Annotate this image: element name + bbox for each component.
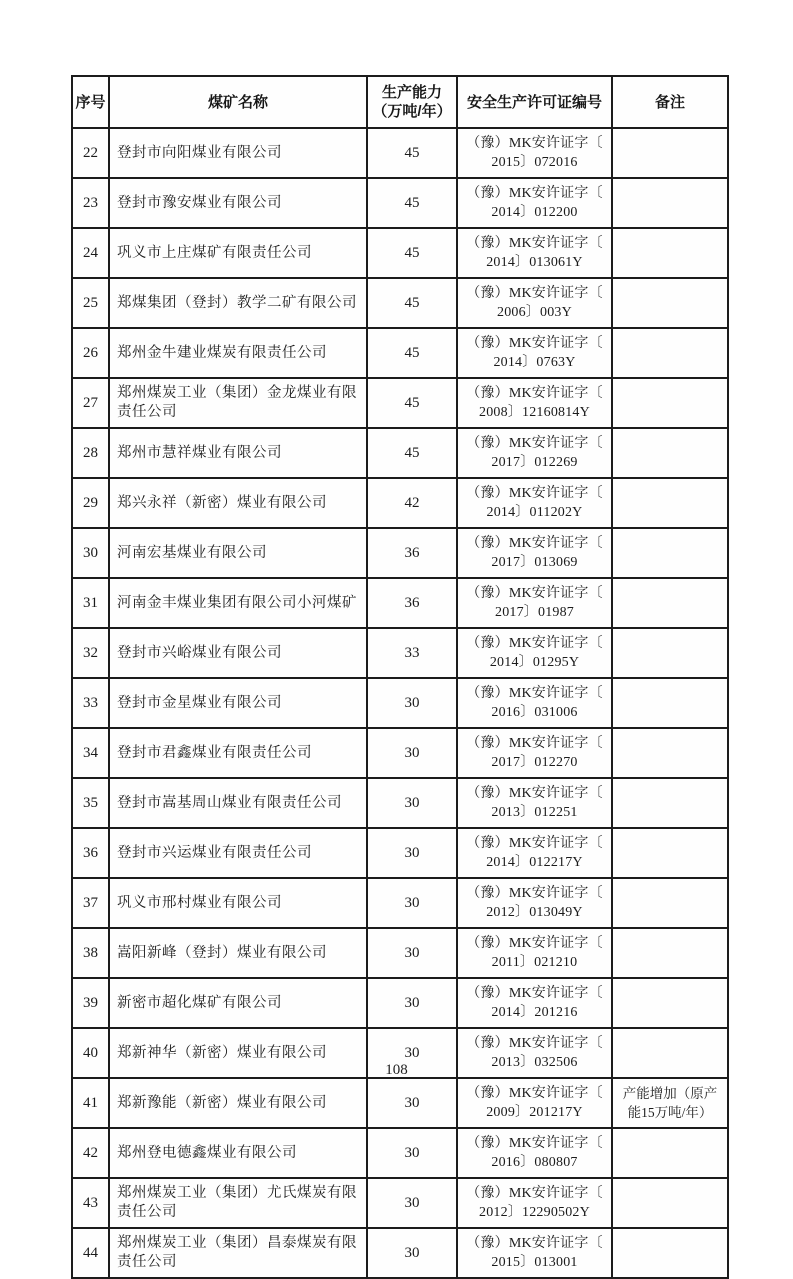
table-row xyxy=(72,228,728,278)
cell-index: 43 xyxy=(72,1178,109,1228)
table-row xyxy=(72,878,728,928)
table-row xyxy=(72,1128,728,1178)
cell-index: 35 xyxy=(72,778,109,828)
cell-mine-name: 郑州煤炭工业（集团）昌泰煤炭有限责任公司 xyxy=(109,1228,367,1278)
cell-capacity: 30 xyxy=(367,1178,457,1228)
cell-index: 38 xyxy=(72,928,109,978)
cell-capacity: 42 xyxy=(367,478,457,528)
cell-license-line2: 2012〕12290502Y xyxy=(479,1205,590,1220)
cell-remark xyxy=(612,678,728,728)
cell-capacity: 30 xyxy=(367,1028,457,1078)
table-row xyxy=(72,478,728,528)
cell-license-line2: 2015〕072016 xyxy=(491,155,578,170)
header-capacity xyxy=(367,76,457,128)
cell-license-line1: （豫）MK安许证字〔 xyxy=(466,436,603,451)
cell-license-line2: 2014〕011202Y xyxy=(486,505,583,520)
cell-license-line2: 2017〕012270 xyxy=(491,755,578,770)
cell-license xyxy=(457,1128,612,1178)
table-row xyxy=(72,328,728,378)
cell-index: 44 xyxy=(72,1228,109,1278)
cell-index: 22 xyxy=(72,128,109,178)
cell-capacity: 30 xyxy=(367,1228,457,1278)
cell-mine-name: 登封市豫安煤业有限公司 xyxy=(109,178,367,228)
cell-mine-name: 郑新神华（新密）煤业有限公司 xyxy=(109,1028,367,1078)
cell-license-line2: 2008〕12160814Y xyxy=(479,405,590,420)
cell-remark xyxy=(612,778,728,828)
cell-license xyxy=(457,1178,612,1228)
cell-mine-name: 郑新豫能（新密）煤业有限公司 xyxy=(109,1078,367,1128)
cell-license-line2: 2017〕01987 xyxy=(495,605,574,620)
cell-license-line1: （豫）MK安许证字〔 xyxy=(466,386,603,401)
cell-index: 33 xyxy=(72,678,109,728)
cell-mine-name: 登封市君鑫煤业有限责任公司 xyxy=(109,728,367,778)
cell-capacity: 45 xyxy=(367,428,457,478)
cell-remark xyxy=(612,728,728,778)
cell-remark xyxy=(612,1128,728,1178)
cell-index: 41 xyxy=(72,1078,109,1128)
cell-license xyxy=(457,428,612,478)
table-row xyxy=(72,778,728,828)
cell-mine-name: 嵩阳新峰（登封）煤业有限公司 xyxy=(109,928,367,978)
cell-mine-name: 巩义市邢村煤业有限公司 xyxy=(109,878,367,928)
table-row xyxy=(72,628,728,678)
cell-license-line1: （豫）MK安许证字〔 xyxy=(466,486,603,501)
cell-license-line2: 2014〕201216 xyxy=(491,1005,578,1020)
table-row xyxy=(72,678,728,728)
cell-index: 26 xyxy=(72,328,109,378)
cell-remark xyxy=(612,1228,728,1278)
cell-capacity: 30 xyxy=(367,1078,457,1128)
cell-remark: 产能增加（原产能15万吨/年） xyxy=(612,1078,728,1128)
cell-license xyxy=(457,578,612,628)
header-remark: 备注 xyxy=(612,76,728,128)
cell-mine-name: 郑州市慧祥煤业有限公司 xyxy=(109,428,367,478)
cell-index: 30 xyxy=(72,528,109,578)
cell-remark xyxy=(612,428,728,478)
cell-index: 42 xyxy=(72,1128,109,1178)
cell-remark xyxy=(612,828,728,878)
cell-capacity: 30 xyxy=(367,1128,457,1178)
cell-license-line1: （豫）MK安许证字〔 xyxy=(466,236,603,251)
cell-license-line1: （豫）MK安许证字〔 xyxy=(466,586,603,601)
cell-remark xyxy=(612,228,728,278)
cell-capacity: 36 xyxy=(367,578,457,628)
table-row xyxy=(72,978,728,1028)
cell-capacity: 45 xyxy=(367,378,457,428)
cell-index: 23 xyxy=(72,178,109,228)
cell-index: 36 xyxy=(72,828,109,878)
cell-mine-name: 郑兴永祥（新密）煤业有限公司 xyxy=(109,478,367,528)
cell-license-line1: （豫）MK安许证字〔 xyxy=(466,286,603,301)
cell-capacity: 30 xyxy=(367,728,457,778)
cell-index: 28 xyxy=(72,428,109,478)
cell-mine-name: 登封市兴峪煤业有限公司 xyxy=(109,628,367,678)
cell-capacity: 30 xyxy=(367,778,457,828)
table-row xyxy=(72,1228,728,1278)
header-index: 序号 xyxy=(72,76,109,128)
cell-mine-name: 郑州煤炭工业（集团）尤氏煤炭有限责任公司 xyxy=(109,1178,367,1228)
cell-license xyxy=(457,828,612,878)
cell-index: 37 xyxy=(72,878,109,928)
cell-license-line1: （豫）MK安许证字〔 xyxy=(466,1236,603,1251)
cell-license-line1: （豫）MK安许证字〔 xyxy=(466,186,603,201)
cell-license xyxy=(457,328,612,378)
cell-index: 31 xyxy=(72,578,109,628)
cell-mine-name: 郑州煤炭工业（集团）金龙煤业有限责任公司 xyxy=(109,378,367,428)
cell-remark xyxy=(612,128,728,178)
table-row xyxy=(72,728,728,778)
cell-remark xyxy=(612,878,728,928)
cell-capacity: 30 xyxy=(367,978,457,1028)
cell-mine-name: 登封市向阳煤业有限公司 xyxy=(109,128,367,178)
table-row xyxy=(72,1078,728,1128)
cell-remark xyxy=(612,528,728,578)
table-row xyxy=(72,428,728,478)
cell-index: 34 xyxy=(72,728,109,778)
cell-license-line2: 2013〕012251 xyxy=(491,805,578,820)
cell-license-line1: （豫）MK安许证字〔 xyxy=(466,786,603,801)
cell-license xyxy=(457,478,612,528)
cell-license-line1: （豫）MK安许证字〔 xyxy=(466,536,603,551)
cell-mine-name: 河南宏基煤业有限公司 xyxy=(109,528,367,578)
cell-capacity: 45 xyxy=(367,178,457,228)
cell-mine-name: 郑煤集团（登封）教学二矿有限公司 xyxy=(109,278,367,328)
table-row xyxy=(72,528,728,578)
cell-mine-name: 河南金丰煤业集团有限公司小河煤矿 xyxy=(109,578,367,628)
table-row xyxy=(72,578,728,628)
cell-license-line1: （豫）MK安许证字〔 xyxy=(466,986,603,1001)
cell-capacity: 45 xyxy=(367,128,457,178)
cell-license-line2: 2016〕031006 xyxy=(491,705,578,720)
cell-license xyxy=(457,378,612,428)
cell-license xyxy=(457,128,612,178)
cell-remark xyxy=(612,278,728,328)
cell-license-line2: 2014〕012200 xyxy=(491,205,578,220)
table-row xyxy=(72,178,728,228)
cell-remark xyxy=(612,1178,728,1228)
cell-license-line1: （豫）MK安许证字〔 xyxy=(466,1086,603,1101)
cell-remark xyxy=(612,378,728,428)
cell-license xyxy=(457,628,612,678)
cell-license xyxy=(457,728,612,778)
cell-license xyxy=(457,178,612,228)
header-mine-name: 煤矿名称 xyxy=(109,76,367,128)
header-license: 安全生产许可证编号 xyxy=(457,76,612,128)
cell-license-line1: （豫）MK安许证字〔 xyxy=(466,636,603,651)
cell-license-line2: 2013〕032506 xyxy=(491,1055,578,1070)
cell-license-line2: 2012〕013049Y xyxy=(486,905,583,920)
cell-license-line2: 2014〕012217Y xyxy=(486,855,583,870)
cell-license xyxy=(457,528,612,578)
cell-index: 29 xyxy=(72,478,109,528)
cell-mine-name: 登封市嵩基周山煤业有限责任公司 xyxy=(109,778,367,828)
cell-remark xyxy=(612,628,728,678)
header-capacity-line2: （万吨/年） xyxy=(372,103,452,120)
cell-license-line2: 2014〕0763Y xyxy=(493,355,576,370)
cell-capacity: 45 xyxy=(367,278,457,328)
cell-license-line2: 2017〕013069 xyxy=(491,555,578,570)
cell-capacity: 30 xyxy=(367,928,457,978)
cell-index: 24 xyxy=(72,228,109,278)
cell-mine-name: 郑州登电德鑫煤业有限公司 xyxy=(109,1128,367,1178)
cell-license-line1: （豫）MK安许证字〔 xyxy=(466,836,603,851)
table-row xyxy=(72,378,728,428)
cell-capacity: 36 xyxy=(367,528,457,578)
cell-remark xyxy=(612,178,728,228)
table-row xyxy=(72,828,728,878)
table-row xyxy=(72,928,728,978)
cell-license-line2: 2011〕021210 xyxy=(491,955,578,970)
table-row xyxy=(72,1178,728,1228)
cell-license-line1: （豫）MK安许证字〔 xyxy=(466,336,603,351)
cell-license-line1: （豫）MK安许证字〔 xyxy=(466,136,603,151)
cell-license xyxy=(457,978,612,1028)
cell-license-line2: 2014〕013061Y xyxy=(486,255,583,270)
cell-capacity: 33 xyxy=(367,628,457,678)
cell-license-line2: 2009〕201217Y xyxy=(486,1105,583,1120)
cell-mine-name: 登封市兴运煤业有限责任公司 xyxy=(109,828,367,878)
cell-license-line2: 2016〕080807 xyxy=(491,1155,578,1170)
cell-license xyxy=(457,1228,612,1278)
cell-index: 25 xyxy=(72,278,109,328)
cell-index: 40 xyxy=(72,1028,109,1078)
cell-license-line1: （豫）MK安许证字〔 xyxy=(466,1036,603,1051)
table-row xyxy=(72,278,728,328)
cell-index: 32 xyxy=(72,628,109,678)
cell-remark xyxy=(612,978,728,1028)
cell-capacity: 30 xyxy=(367,878,457,928)
cell-license xyxy=(457,228,612,278)
cell-capacity: 30 xyxy=(367,828,457,878)
cell-index: 39 xyxy=(72,978,109,1028)
coal-mine-table xyxy=(71,75,729,1279)
cell-license xyxy=(457,278,612,328)
cell-license-line2: 2015〕013001 xyxy=(491,1255,578,1270)
cell-license xyxy=(457,878,612,928)
table-row xyxy=(72,128,728,178)
cell-license xyxy=(457,678,612,728)
cell-capacity: 45 xyxy=(367,228,457,278)
cell-license-line1: （豫）MK安许证字〔 xyxy=(466,686,603,701)
cell-remark xyxy=(612,478,728,528)
table-header-row xyxy=(72,76,728,128)
cell-remark xyxy=(612,928,728,978)
cell-license-line2: 2006〕003Y xyxy=(497,305,572,320)
cell-license-line1: （豫）MK安许证字〔 xyxy=(466,1136,603,1151)
header-capacity-line1: 生产能力 xyxy=(381,84,442,101)
page-number: 108 xyxy=(385,1062,408,1078)
cell-mine-name: 巩义市上庄煤矿有限责任公司 xyxy=(109,228,367,278)
cell-capacity: 45 xyxy=(367,328,457,378)
cell-license xyxy=(457,1078,612,1128)
cell-remark xyxy=(612,578,728,628)
cell-remark xyxy=(612,328,728,378)
cell-mine-name: 新密市超化煤矿有限公司 xyxy=(109,978,367,1028)
cell-mine-name: 登封市金星煤业有限公司 xyxy=(109,678,367,728)
cell-index: 27 xyxy=(72,378,109,428)
cell-license-line1: （豫）MK安许证字〔 xyxy=(466,1186,603,1201)
cell-license-line1: （豫）MK安许证字〔 xyxy=(466,886,603,901)
cell-license xyxy=(457,778,612,828)
cell-license-line2: 2014〕01295Y xyxy=(489,655,580,670)
cell-license-line1: （豫）MK安许证字〔 xyxy=(466,736,603,751)
cell-license-line1: （豫）MK安许证字〔 xyxy=(466,936,603,951)
cell-license xyxy=(457,928,612,978)
cell-mine-name: 郑州金牛建业煤炭有限责任公司 xyxy=(109,328,367,378)
cell-capacity: 30 xyxy=(367,678,457,728)
cell-license-line2: 2017〕012269 xyxy=(491,455,578,470)
